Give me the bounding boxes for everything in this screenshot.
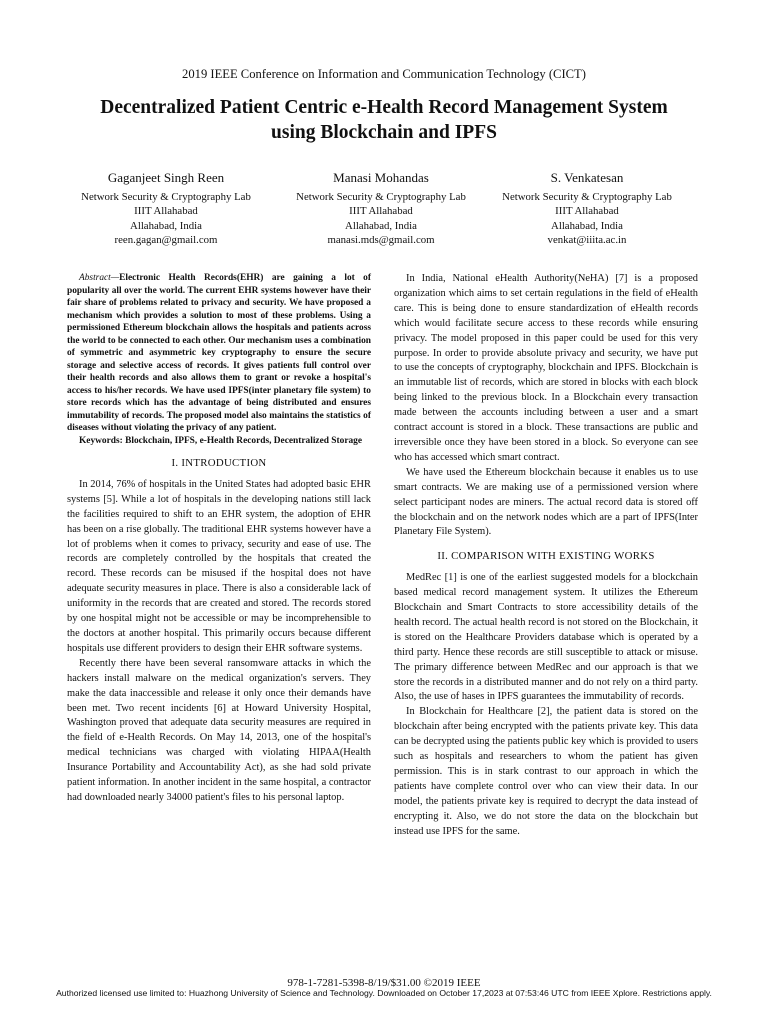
author-block-3: [487, 170, 687, 248]
author-lab: Network Security & Cryptography Lab: [81, 191, 251, 203]
keywords-label: Keywords:: [79, 435, 123, 446]
conference-header: 2019 IEEE Conference on Information and Communication Technology (CICT): [182, 67, 586, 81]
section-heading-introduction: I. INTRODUCTION: [171, 457, 267, 469]
abstract-text: Electronic Health Records(EHR) are gaining a lot of popularity all over the world. The current EHR systems however have their fair share of problems related to privacy and security. We have proposed a mechanism which provides a solution to most of these problems. Using a permissioned Ethereum blockchain allows the hospitals and patients across the world to be connected to each other. Our mechanism uses a combination of symmetric and asymmetric key cryptography to ensure the secure storage and selective access of records. It gives patients full control over their health records and also allows them to grant or revoke a hospital's access to his/her records. We have used IPFS(inter planetary file system) to store records which has the advantage of being distributed and ensures immutability of records. The proposed model also maintains the statistics of diseases without violating the privacy of any patient.: [67, 273, 371, 433]
author-institution: IIIT Allahabad: [349, 205, 413, 218]
keywords: [67, 435, 371, 448]
author-location: Allahabad, India: [130, 219, 202, 232]
author-name: S. Venkatesan: [550, 170, 624, 185]
paragraph: Recently there have been several ransomware attacks in which the hackers install malware on the medical organization's servers. They make the data inaccessible and release it only once their demands have been met. Two recent incidents [6] at Howard University Hospital, Washington proved that adequate data security measures are required in the field of e-Health Records. On May 14, 2013, one of the hospital's medical technicians was charged with violating HIPAA(Health Insurance Portability and Accountability Act), as she had sold private patient information. In another incident in the same hospital, a contractor had downloaded nearly 34000 patient's files to his personal laptop.: [67, 657, 371, 803]
abstract-label: Abstract—: [79, 273, 120, 283]
author-name: Manasi Mohandas: [333, 170, 429, 185]
paragraph: In 2014, 76% of hospitals in the United States had adopted basic EHR systems [5]. While a lot of hospitals in the developing nations still lack the facilities required to shift to an EHR system, the adoption of EHR has been on a rise globally. The traditional EHR systems however have a lot of problems when it comes to privacy, security and ease of use. The records are completely controlled by the hospitals that created the record. These records can be misused if the hospital does not have adequate security measures in place. There is also a considerable lack of uniformity in the records that are created and stored. The records stored by one hospital might not be accessible or may be incomprehensible to the doctors at another hospital. This primarily occurs because different hospitals use different providers to design their EHR software systems.: [67, 478, 371, 654]
author-email: manasi.mds@gmail.com: [327, 234, 435, 247]
author-block-2: [281, 170, 481, 248]
paragraph: MedRec [1] is one of the earliest suggested models for a blockchain based medical record management system. It utilizes the Ethereum Blockchain and Smart Contracts to store accessibility details of the health record. The actual health record is not stored on the Blockchain, it is stored on the Healthcare Providers database which is operated by a third party. Hence these records are still susceptible to attack or misuse. The primary difference between MedRec and our approach is that we store the records in a distributed manner and do not rely on a third party. Also, the use of hases in IPFS guarantees the immutability of records.: [394, 572, 698, 703]
footer-isbn: 978-1-7281-5398-8/19/$31.00 ©2019 IEEE: [287, 977, 481, 989]
author-location: Allahabad, India: [551, 219, 623, 232]
author-email: reen.gagan@gmail.com: [114, 234, 218, 247]
author-institution: IIIT Allahabad: [134, 205, 198, 218]
left-column: [67, 272, 371, 806]
abstract: [67, 272, 371, 435]
author-lab: Network Security & Cryptography Lab: [296, 191, 466, 203]
keywords-text: Blockchain, IPFS, e-Health Records, Decentralized Storage: [122, 435, 363, 446]
right-column: [394, 272, 698, 840]
author-block-1: [66, 170, 266, 248]
author-name: Gaganjeet Singh Reen: [107, 170, 225, 185]
paragraph: In Blockchain for Healthcare [2], the patient data is stored on the blockchain after being encrypted with the patients private key. This data can be decrypted using the patients public key which is provided to users such as hospitals and researchers to whom the patient has given permission. This is in stark contrast to our approach in which the patients have complete control over who can view their data. In our model, the patients private key is required to decrypt the data instead of encrypting it. Also, we do not store the data on the blockchain but instead use IPFS for the same.: [394, 706, 698, 837]
section-heading-comparison: II. COMPARISON WITH EXISTING WORKS: [437, 550, 655, 563]
author-location: Allahabad, India: [345, 219, 417, 232]
author-lab: Network Security & Cryptography Lab: [502, 191, 672, 203]
paragraph: In India, National eHealth Authority(NeHA) [7] is a proposed organization which aims to set certain regulations in the field of eHealth care. This is being done to ensure standardization of eHealth records which would facilitate secure access to these records while ensuring privacy. The model proposed in this paper could be used for this very purpose. In order to provide absolute privacy and security, we have put to use the concepts of cryptography, blockchain and IPFS. Blockchain is an immutable list of records, which are stored in blocks with each block being linked to the previous block. In a Blockchain every transaction made between the accounts including between a user and a smart contract account is stored in a block. These transactions are public and irreversible once they have been stored in a block. So everyone can see who has accessed which smart contract.: [394, 273, 698, 463]
title-line-1: Decentralized Patient Centric e-Health Record Management System: [100, 97, 668, 118]
footer-authorization-notice: Authorized licensed use limited to: Huazhong University of Science and Technology. Downloaded on October 17,2023 at 07:53:46 UTC from IEEE Xplore. Restrictions apply.: [56, 988, 712, 998]
title-line-2: using Blockchain and IPFS: [271, 122, 497, 143]
author-institution: IIIT Allahabad: [555, 205, 619, 218]
author-email: venkat@iiita.ac.in: [547, 234, 627, 247]
paper-title: [60, 95, 708, 145]
paragraph: We have used the Ethereum blockchain because it enables us to use smart contracts. We are making use of a permissioned version where select participant nodes are miners. The actual record data is stored off the blockchain and on the network nodes which are a part of IPFS(Inter Planetary File System).: [394, 466, 698, 538]
